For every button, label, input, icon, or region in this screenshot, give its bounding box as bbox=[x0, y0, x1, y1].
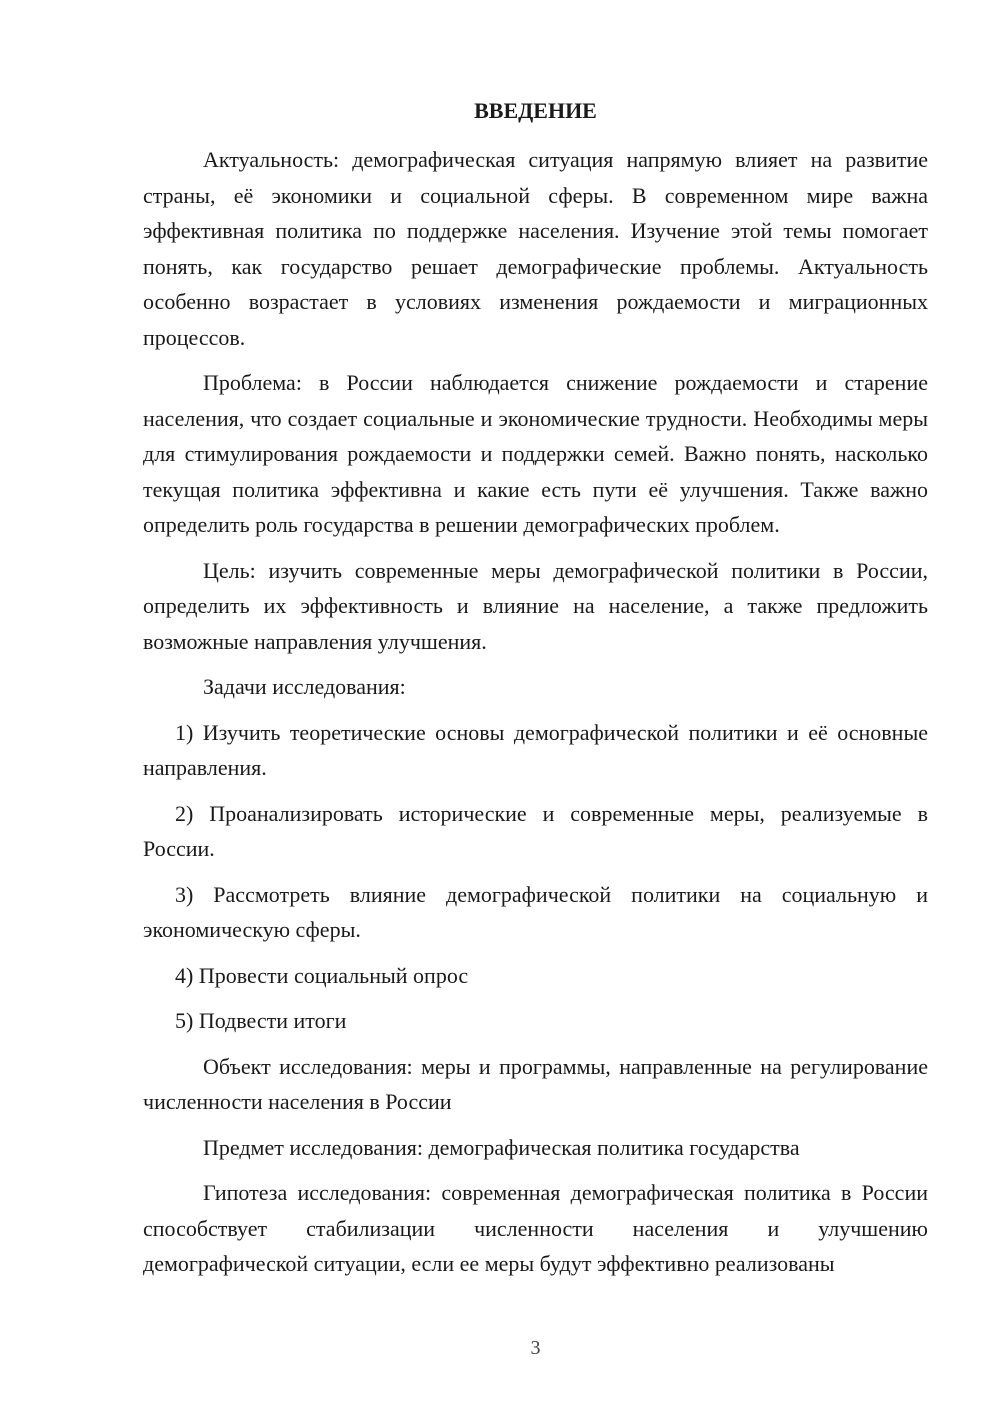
paragraph-problem: Проблема: в России наблюдается снижение рождаемости и старение населения, что создает социальные и экономические трудности. Необходимы меры для стимулирования рождаемости и поддержки семей. Важно понять, насколько текущая политика эффективна и какие есть пути её улучшения. Также важно определить роль государства в решении демографических проблем. bbox=[143, 370, 928, 537]
paragraph-goal: Цель: изучить современные меры демографической политики в России, определить их эффективность и влияние на население, а также предложить возможные направления улучшения. bbox=[143, 557, 928, 654]
paragraph-object: Объект исследования: меры и программы, направленные на регулирование численности населения в России bbox=[143, 1053, 928, 1114]
task-item-2: 2) Проанализировать исторические и современные меры, реализуемые в России. bbox=[143, 800, 928, 861]
paragraph-relevance: Актуальность: демографическая ситуация напрямую влияет на развитие страны, её экономики и социальной сферы. В современном мире важна эффективная политика по поддержке населения. Изучение этой темы помогает понять, как государство решает демографические проблемы. Актуальность особенно возрастает в условиях изменения рождаемости и миграционных процессов. bbox=[143, 147, 928, 350]
task-item-3: 3) Рассмотреть влияние демографической политики на социальную и экономическую сферы. bbox=[143, 881, 928, 942]
document-page bbox=[143, 0, 928, 1414]
task-item-5: 5) Подвести итоги bbox=[175, 1008, 347, 1033]
task-item-4: 4) Провести социальный опрос bbox=[175, 962, 469, 988]
paragraph-tasks-heading: Задачи исследования: bbox=[203, 674, 406, 699]
paragraph-hypothesis: Гипотеза исследования: современная демографическая политика в России способствует стабилизации численности населения и улучшению демографической ситуации, если ее меры будут эффективно реализованы bbox=[143, 1180, 928, 1276]
document-body bbox=[143, 142, 928, 1292]
section-title: ВВЕДЕНИЕ bbox=[474, 98, 597, 123]
task-item-1: 1) Изучить теоретические основы демографической политики и её основные направления. bbox=[143, 719, 928, 780]
paragraph-subject: Предмет исследования: демографическая политика государства bbox=[203, 1134, 800, 1160]
page-number: 3 bbox=[530, 1337, 541, 1359]
